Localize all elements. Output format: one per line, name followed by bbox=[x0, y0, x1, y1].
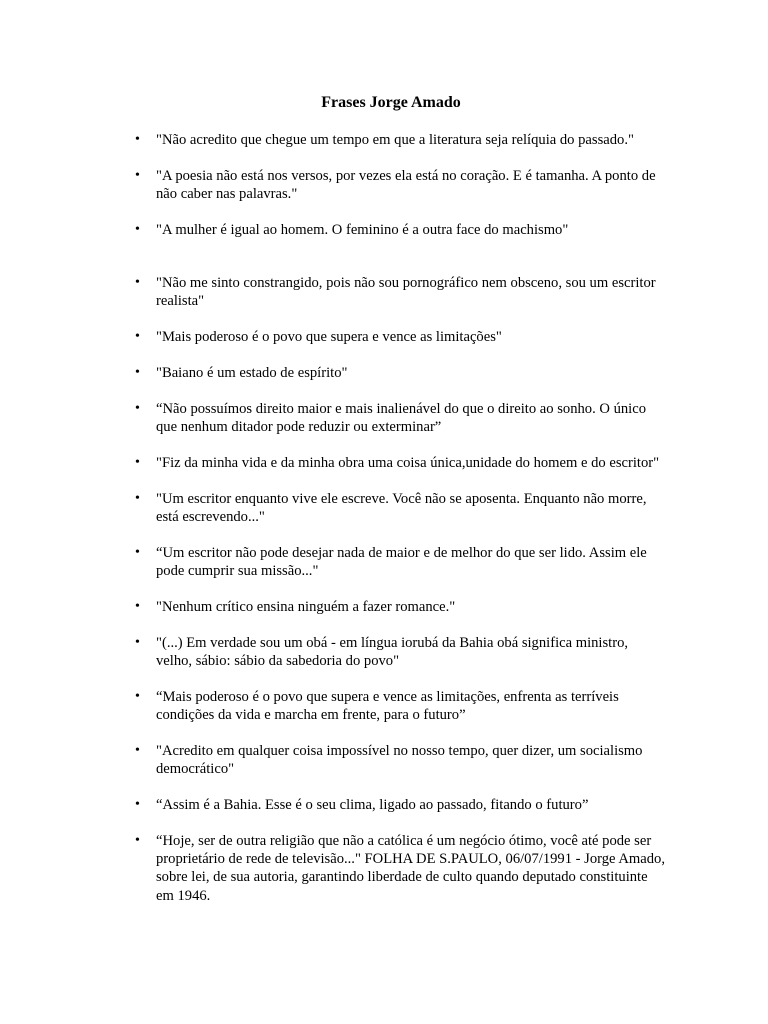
bullet-icon bbox=[135, 796, 140, 814]
list-item bbox=[156, 328, 666, 346]
quote-text: "Um escritor enquanto vive ele escreve. Você não se aposenta. Enquanto não morre, está escrevendo..." bbox=[156, 490, 647, 526]
quote-text: "Mais poderoso é o povo que supera e vence as limitações" bbox=[156, 329, 502, 346]
quote-text: "Nenhum crítico ensina ninguém a fazer romance." bbox=[156, 598, 456, 615]
quote-text: “Hoje, ser de outra religião que não a católica é um negócio ótimo, você até pode ser proprietário de rede de televisão..." FOLHA DE S.PAULO, 06/07/1991 - Jorge Amado, sobre lei, de sua autoria, garantindo liberdade de culto quando deputado constituinte em 1946. bbox=[156, 832, 665, 904]
bullet-icon bbox=[135, 634, 140, 652]
list-item bbox=[156, 688, 666, 725]
bullet-icon bbox=[135, 364, 140, 382]
list-item bbox=[156, 742, 666, 779]
list-item bbox=[156, 454, 666, 472]
list-item bbox=[156, 364, 666, 382]
bullet-icon bbox=[135, 274, 140, 292]
list-item bbox=[156, 544, 666, 581]
document-title: Frases Jorge Amado bbox=[321, 94, 461, 111]
list-item bbox=[156, 167, 666, 204]
quote-text: “Mais poderoso é o povo que supera e vence as limitações, enfrenta as terríveis condições da vida e marcha em frente, para o futuro” bbox=[156, 688, 619, 724]
list-item bbox=[156, 131, 666, 149]
bullet-icon bbox=[135, 742, 140, 760]
list-item bbox=[156, 400, 666, 437]
bullet-icon bbox=[135, 490, 140, 508]
quote-text: “Assim é a Bahia. Esse é o seu clima, ligado ao passado, fitando o futuro” bbox=[156, 797, 589, 814]
list-item bbox=[156, 796, 666, 814]
quote-text: "Não acredito que chegue um tempo em que a literatura seja relíquia do passado." bbox=[156, 132, 634, 148]
list-item bbox=[156, 490, 666, 527]
bullet-icon bbox=[135, 221, 140, 239]
bullet-icon bbox=[135, 328, 140, 346]
bullet-icon bbox=[135, 598, 140, 616]
quote-text: "Acredito em qualquer coisa impossível no nosso tempo, quer dizer, um socialismo democrático" bbox=[156, 742, 643, 778]
bullet-icon bbox=[135, 400, 140, 418]
bullet-icon bbox=[135, 544, 140, 562]
bullet-icon bbox=[135, 131, 140, 149]
quote-list bbox=[0, 131, 768, 923]
bullet-icon bbox=[135, 167, 140, 185]
list-item bbox=[156, 598, 666, 616]
quote-text: "(...) Em verdade sou um obá - em língua iorubá da Bahia obá significa ministro, velho, sábio: sábio da sabedoria do povo" bbox=[156, 634, 629, 670]
quote-text: "Não me sinto constrangido, pois não sou pornográfico nem obsceno, sou um escritor realista" bbox=[156, 275, 656, 310]
list-item bbox=[156, 832, 666, 905]
list-item bbox=[156, 274, 666, 311]
quote-text: “Um escritor não pode desejar nada de maior e de melhor do que ser lido. Assim ele pode cumprir sua missão..." bbox=[156, 544, 647, 580]
quote-text: “Não possuímos direito maior e mais inalienável do que o direito ao sonho. O único que nenhum ditador pode reduzir ou exterminar” bbox=[156, 400, 647, 436]
bullet-icon bbox=[135, 832, 140, 850]
bullet-icon bbox=[135, 688, 140, 706]
bullet-icon bbox=[135, 454, 140, 472]
list-item bbox=[156, 634, 666, 671]
quote-text: "Fiz da minha vida e da minha obra uma coisa única,unidade do homem e do escritor" bbox=[156, 454, 660, 471]
quote-text: "A poesia não está nos versos, por vezes ela está no coração. E é tamanha. A ponto de não caber nas palavras." bbox=[156, 167, 656, 203]
list-item bbox=[156, 221, 666, 239]
quote-text: "A mulher é igual ao homem. O feminino é a outra face do machismo" bbox=[156, 221, 569, 238]
quote-text: "Baiano é um estado de espírito" bbox=[156, 365, 348, 382]
